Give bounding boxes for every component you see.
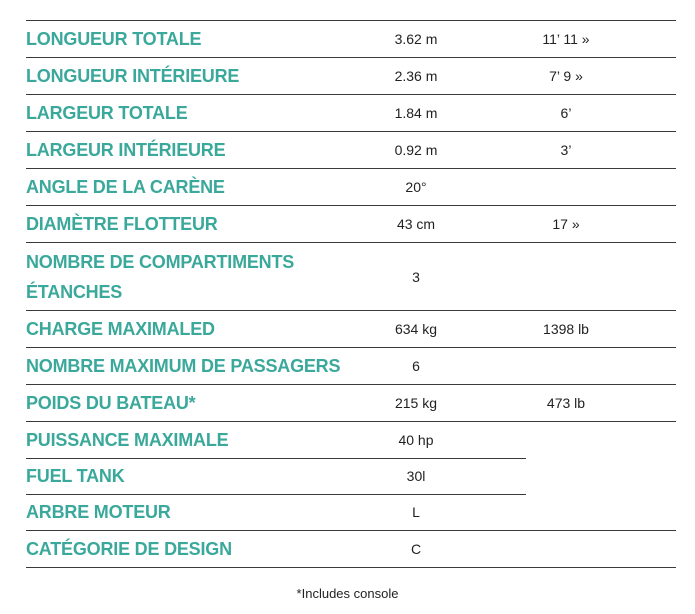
spec-metric: L — [412, 504, 420, 520]
spec-imperial: 11’ 11 » — [542, 31, 590, 47]
spec-row — [26, 422, 676, 458]
spec-metric: 215 kg — [394, 395, 438, 411]
spec-label: NOMBRE DE COMPARTIMENTS ÉTANCHES — [26, 251, 295, 302]
spec-row — [26, 132, 676, 169]
spec-metric: 0.92 m — [394, 142, 438, 158]
spec-label: FUEL TANK — [26, 466, 125, 486]
spec-label: LONGUEUR TOTALE — [26, 29, 202, 49]
spec-row — [26, 494, 676, 531]
spec-imperial: 17 » — [552, 216, 580, 232]
spec-metric: 43 cm — [396, 216, 436, 232]
spec-metric: 30l — [406, 468, 426, 484]
spec-row — [26, 206, 676, 243]
spec-imperial: 6’ — [560, 105, 572, 121]
spec-metric: 2.36 m — [394, 68, 438, 84]
spec-label: ARBRE MOTEUR — [26, 502, 171, 522]
spec-imperial: 473 lb — [546, 395, 586, 411]
spec-metric: 6 — [412, 358, 420, 374]
spec-row — [26, 458, 676, 494]
spec-row — [26, 20, 676, 58]
spec-label: LARGEUR TOTALE — [26, 103, 188, 123]
spec-row — [26, 385, 676, 422]
spec-label: POIDS DU BATEAU* — [26, 393, 196, 413]
spec-metric: 20° — [405, 179, 427, 195]
spec-row — [26, 348, 676, 385]
spec-metric: C — [410, 541, 422, 557]
spec-imperial: 7’ 9 » — [549, 68, 583, 84]
spec-table — [26, 20, 676, 568]
spec-label: LARGEUR INTÉRIEURE — [26, 140, 226, 160]
spec-label: LONGUEUR INTÉRIEURE — [26, 66, 240, 86]
spec-metric: 40 hp — [398, 432, 434, 448]
spec-label: CATÉGORIE DE DESIGN — [26, 539, 232, 559]
spec-metric: 3.62 m — [394, 31, 438, 47]
spec-label: ANGLE DE LA CARÈNE — [26, 177, 225, 197]
spec-row — [26, 311, 676, 348]
spec-metric: 1.84 m — [394, 105, 438, 121]
spec-imperial: 3’ — [560, 142, 572, 158]
footnote: *Includes console — [296, 586, 399, 601]
spec-row — [26, 531, 676, 568]
spec-label: PUISSANCE MAXIMALE — [26, 430, 229, 450]
spec-metric: 634 kg — [394, 321, 438, 337]
spec-label: DIAMÈTRE FLOTTEUR — [26, 214, 218, 234]
spec-row — [26, 58, 676, 95]
spec-metric: 3 — [412, 268, 420, 285]
spec-row — [26, 169, 676, 206]
spec-imperial: 1398 lb — [543, 321, 589, 337]
spec-label: NOMBRE MAXIMUM DE PASSAGERS — [26, 356, 341, 376]
spec-row — [26, 243, 676, 311]
spec-label: CHARGE MAXIMALED — [26, 319, 215, 339]
spec-row — [26, 95, 676, 132]
